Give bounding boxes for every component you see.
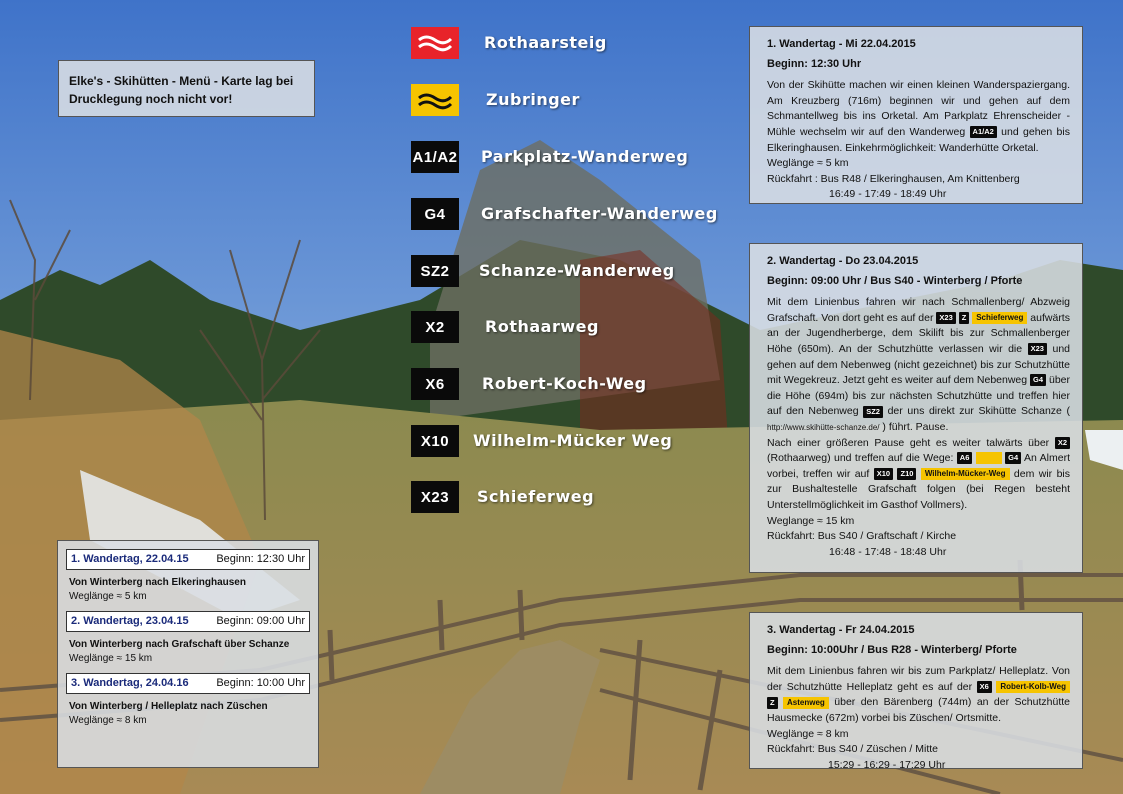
day1-times: 16:49 - 17:49 - 18:49 Uhr xyxy=(829,188,947,201)
summary-day-title: 2. Wandertag, 23.04.15 xyxy=(71,615,189,627)
day3-description: Mit dem Linienbus fahren wir bis zum Parkplatz/ Helleplatz. Von der Schutzhütte Helleplatz geht es auf der X6 Robert-Kolb-Weg Z Astenweg über den Bärenberg (744m) an der Schutzhütte Hausmecke (672m) vorbei bis Züschen/ Ortsmitte. xyxy=(767,665,1070,724)
summary-header xyxy=(66,549,310,570)
day1-return: Rückfahrt : Bus R48 / Elkeringhausen, Am Knittenberg xyxy=(767,172,1020,185)
summary-route: Von Winterberg nach Elkeringhausen xyxy=(69,577,246,588)
g4-marker-icon: G4 xyxy=(411,198,459,230)
menu-notice xyxy=(58,60,315,117)
summary-day-title: 3. Wandertag, 24.04.16 xyxy=(71,677,189,689)
legend-label-x23: Schieferweg xyxy=(477,487,595,506)
rothaarsteig-marker-icon xyxy=(411,27,459,59)
sz2-tag: SZ2 xyxy=(863,406,883,418)
x2-marker-icon: X2 xyxy=(411,311,459,343)
summary-route: Von Winterberg / Helleplatz nach Züschen xyxy=(69,701,268,712)
x2-tag: X2 xyxy=(1055,437,1070,449)
x23-marker-icon: X23 xyxy=(411,481,459,513)
schieferweg-tag: Schieferweg xyxy=(972,312,1027,324)
z-tag-day3: Z xyxy=(767,697,778,709)
a6-tag: A6 xyxy=(957,452,973,464)
summary-length: Weglänge ≈ 15 km xyxy=(69,653,153,664)
robert-kolb-weg-tag: Robert-Kolb-Weg xyxy=(996,681,1070,693)
summary-day2 xyxy=(66,611,310,664)
day2-return: Rückfahrt: Bus S40 / Graftschaft / Kirche xyxy=(767,530,957,543)
day2-detail-box xyxy=(749,243,1083,573)
day1-begin: Beginn: 12:30 Uhr xyxy=(767,57,862,70)
day2-title: 2. Wandertag - Do 23.04.2015 xyxy=(767,255,919,267)
summary-length: Weglänge ≈ 5 km xyxy=(69,591,147,602)
day2-paragraph-2: Nach einer größeren Pause geht es weiter talwärts über X2 (Rothaarweg) und treffen auf die Wege: A6 G4 An Almert vorbei, treffen wir auf X10 Z10 Wilhelm-Mücker-Weg dem wir bis zur Bushaltestelle Grafschaft folgen (bei Regen besteht Unterstellmöglichkeit im Gasthof Vollmers). xyxy=(767,436,1070,511)
day1-detail-box xyxy=(749,26,1083,204)
legend-label-x2: Rothaarweg xyxy=(485,317,599,336)
astenweg-tag: Astenweg xyxy=(783,697,829,709)
summary-length: Weglänge ≈ 8 km xyxy=(69,715,147,726)
day1-length: Weglänge ≈ 5 km xyxy=(767,157,849,170)
g4-tag: G4 xyxy=(1030,374,1046,386)
day2-paragraph-1: Mit dem Linienbus fahren wir nach Schmallenberg/ Abzweig Grafschaft. Von dort geht es auf der X23 Z Schieferweg aufwärts an der Jugendherberge, dem Skilift bis zur Schmallenberger Höhe (650m). An der Schutzhütte verlassen wir die X23 und gehen auf dem Nebenweg (nicht gezeichnet) bis zur Schutzhütte mit Wegekreuz. Jetzt geht es weiter auf dem Nebenweg G4 über die Höhe (694m) bis zur nächsten Schutzhütte und treffen hier auf den Nebenweg SZ2 der uns direkt zur Skihütte Schanze ( http://www.skihütte-schanze.de/ ) führt. Pause. xyxy=(767,296,1070,433)
z-tag: Z xyxy=(959,312,970,324)
day3-detail-box xyxy=(749,612,1083,769)
day3-title: 3. Wandertag - Fr 24.04.2015 xyxy=(767,624,915,636)
g4-tag-2: G4 xyxy=(1005,452,1021,464)
skihuette-url: http://www.skihütte-schanze.de/ xyxy=(767,422,880,432)
x23-tag: X23 xyxy=(936,312,955,324)
x6-tag: X6 xyxy=(977,681,992,693)
summary-day-title: 1. Wandertag, 22.04.15 xyxy=(71,553,189,565)
legend-label-x6: Robert-Koch-Weg xyxy=(482,374,647,393)
sz2-marker-icon: SZ2 xyxy=(411,255,459,287)
summary-begin: Beginn: 10:00 Uhr xyxy=(216,677,305,689)
summary-day3 xyxy=(66,673,310,726)
summary-begin: Beginn: 09:00 Uhr xyxy=(216,615,305,627)
x6-marker-icon: X6 xyxy=(411,368,459,400)
zubringer-symbol-icon xyxy=(976,452,1002,464)
a1a2-marker-icon: A1/A2 xyxy=(411,141,459,173)
x23-tag-2: X23 xyxy=(1028,343,1047,355)
muecker-weg-tag: Wilhelm-Mücker-Weg xyxy=(921,468,1010,480)
day1-description: Von der Skihütte machen wir einen kleinen Wanderspaziergang. Am Kreuzberg (716m) beginnen wir und gehen auf dem Schmantellweg bis ins Orketal. Am Parkplatz Ehrenscheider - Mühle wechselm wir auf den Wanderweg A1/A2 und gehen bis Elkeringhausen. Einkehrmöglichkeit: Wanderhütte Orketal. xyxy=(767,79,1070,154)
day3-begin: Beginn: 10:00Uhr / Bus R28 - Winterberg/ Pforte xyxy=(767,643,1017,656)
day3-times: 15:29 - 16:29 - 17:29 Uhr xyxy=(828,758,946,771)
legend-label-x10: Wilhelm-Mücker Weg xyxy=(473,431,673,450)
summary-header xyxy=(66,611,310,632)
legend-label-zubringer: Zubringer xyxy=(486,90,580,109)
x10-tag: X10 xyxy=(874,468,893,480)
day2-times: 16:48 - 17:48 - 18:48 Uhr xyxy=(829,545,947,558)
summary-day1 xyxy=(66,549,310,602)
legend-label-sz2: Schanze-Wanderweg xyxy=(479,261,675,280)
day2-length: Weglange ≈ 15 km xyxy=(767,514,855,527)
summary-route: Von Winterberg nach Grafschaft über Schanze xyxy=(69,639,290,650)
day1-title: 1. Wandertag - Mi 22.04.2015 xyxy=(767,38,916,50)
legend-label-g4: Grafschafter-Wanderweg xyxy=(481,204,718,223)
x10-marker-icon: X10 xyxy=(411,425,459,457)
a1a2-tag: A1/A2 xyxy=(970,126,997,138)
legend-label-a1a2: Parkplatz-Wanderweg xyxy=(481,147,689,166)
summary-panel xyxy=(57,540,319,768)
day2-begin: Beginn: 09:00 Uhr / Bus S40 - Winterberg / Pforte xyxy=(767,274,1023,287)
summary-header xyxy=(66,673,310,694)
day3-return: Rückfahrt: Bus S40 / Züschen / Mitte xyxy=(767,743,938,756)
legend-label-rothaarsteig: Rothaarsteig xyxy=(484,33,607,52)
z10-tag: Z10 xyxy=(897,468,916,480)
summary-begin: Beginn: 12:30 Uhr xyxy=(216,553,305,565)
menu-notice-text: Elke's - Skihütten - Menü - Karte lag bei Drucklegung noch nicht vor! xyxy=(69,74,294,106)
zubringer-marker-icon xyxy=(411,84,459,116)
day3-length: Weglänge ≈ 8 km xyxy=(767,727,849,740)
